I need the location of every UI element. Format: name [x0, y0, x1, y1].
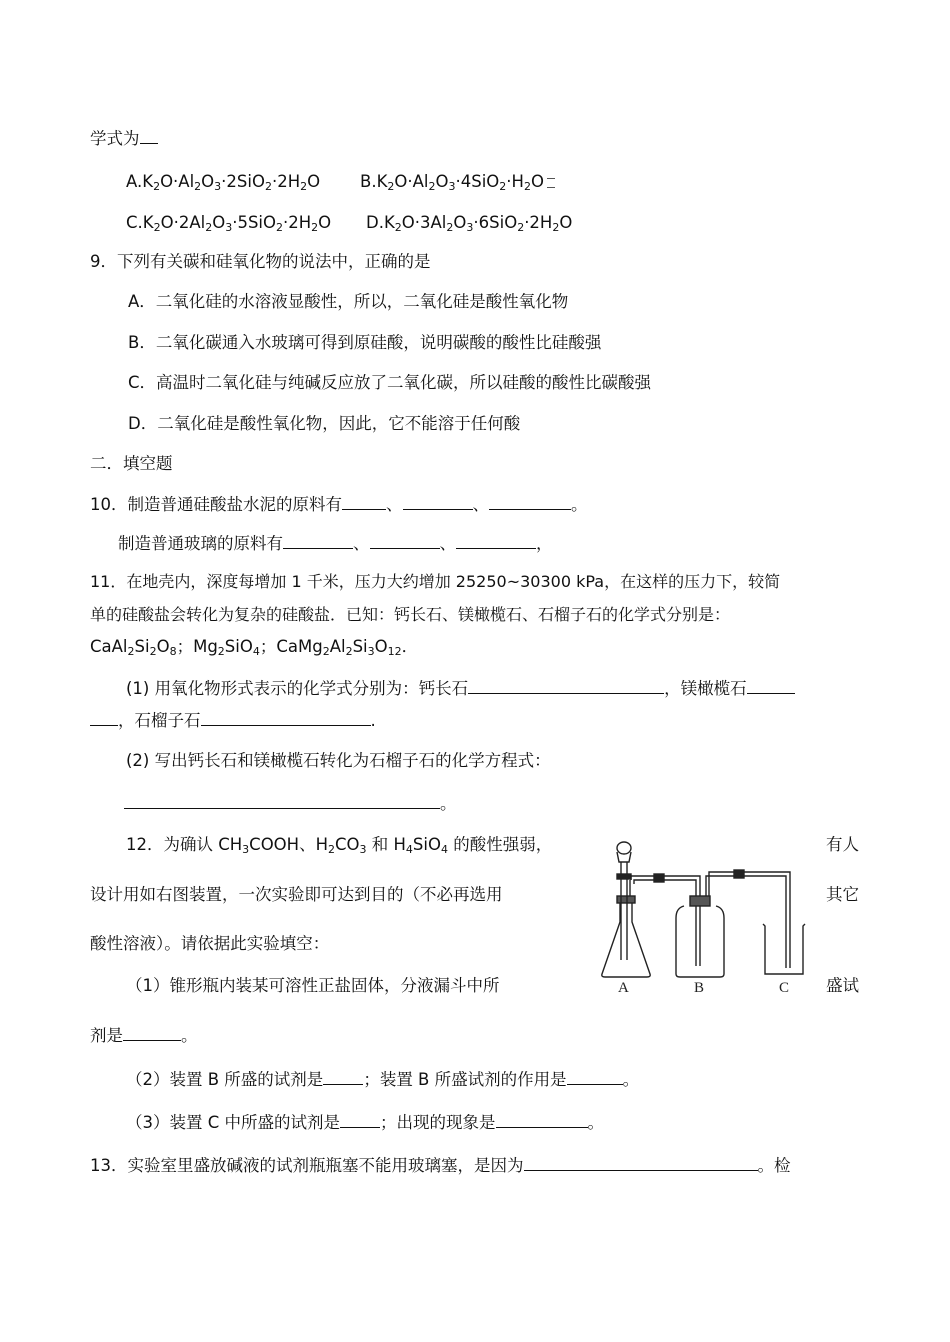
q12-line1-left: 12．为确认 $CH_3COOH$、$H_2CO_3$ 和 $H_4SiO_4$ 的酸性强弱， [126, 835, 553, 856]
connecting-tube-bc [706, 870, 790, 968]
q12-line4-left: （1）锥形瓶内装某可溶性正盐固体，分液漏斗中所 [126, 976, 500, 995]
q9-stem: 9．下列有关碳和硅氧化物的说法中，正确的是 [90, 252, 431, 271]
answer-blank[interactable] [340, 1111, 380, 1128]
q10-line1: 10．制造普通硅酸盐水泥的原料有 、 、 。 [90, 495, 588, 514]
label-c: C [779, 980, 790, 996]
q11-part1-line2: ，石榴子石 . [90, 709, 376, 732]
q13-line: 13．实验室里盛放碱液的试剂瓶瓶塞不能用玻璃塞，是因为 。检 [90, 1156, 791, 1175]
q11-part2: (2) 写出钙长石和镁橄榄石转化为石榴子石的化学方程式： [126, 751, 551, 770]
beaker-c [763, 924, 805, 974]
q12-line2-left: 设计用如右图装置，一次实验即可达到目的（不必再选用 [90, 885, 503, 904]
q11-part2-answer: 。 [124, 792, 457, 815]
answer-blank[interactable] [489, 493, 571, 510]
q12-line6: （2）装置 B 所盛的试剂是 ；装置 B 所盛试剂的作用是 。 [126, 1070, 640, 1089]
q11-part1-line1: (1) 用氧化物形式表示的化学式分别为：钙长石 ，镁橄榄石 [126, 677, 795, 700]
q11-line2: 单的硅酸盐会转化为复杂的硅酸盐．已知：钙长石、镁橄榄石、石榴子石的化学式分别是： [90, 605, 731, 624]
section-heading: 二．填空题 [90, 454, 173, 473]
q10-line2: 制造普通玻璃的原料有 、 、 ， [118, 534, 553, 553]
q11-formulas: $CaAl_2Si_2O_8$；$Mg_2SiO_4$；$CaMg_2Al_2Si_3O_{12}$． [90, 637, 419, 658]
line-text: 学式为 [90, 129, 140, 148]
answer-blank[interactable] [283, 532, 353, 549]
option-b: $B.K_2O\cdot Al_2O_3\cdot 4SiO_2\cdot H_2O$ [360, 171, 555, 193]
answer-blank[interactable] [342, 493, 386, 510]
answer-blank[interactable] [747, 677, 795, 694]
option-d: $D.K_2O\cdot 3Al_2O_3\cdot 6SiO_2\cdot 2H_2O$ [366, 213, 573, 234]
answer-blank[interactable] [468, 677, 664, 694]
q12-line1-right: 有人 [826, 835, 859, 854]
label-b: B [694, 980, 705, 996]
answer-blank[interactable] [496, 1111, 588, 1128]
q12-line4-right: 盛试 [826, 976, 859, 995]
connecting-tube-ab [631, 874, 700, 896]
answer-blank[interactable] [567, 1068, 623, 1085]
q12-line7: （3）装置 C 中所盛的试剂是 ；出现的现象是 。 [126, 1113, 605, 1132]
q11-line1: 11．在地壳内，深度每增加 1 千米，压力大约增加 25250~30300 kPa，在这样的压力下，较简 [90, 572, 781, 591]
option-a: $A.K_2O\cdot Al_2O_3\cdot 2SiO_2\cdot 2H_2O$ [126, 172, 321, 193]
q9-option-b: B．二氧化碳通入水玻璃可得到原硅酸，说明碳酸的酸性比硅酸强 [128, 333, 602, 352]
q12-line3: 酸性溶液）。请依据此实验填空： [90, 934, 330, 953]
option-c: $C.K_2O\cdot 2Al_2O_3\cdot 5SiO_2\cdot 2H_2O$ [126, 213, 332, 234]
answer-blank[interactable] [201, 709, 371, 726]
answer-blank[interactable] [370, 532, 440, 549]
q9-option-d: D．二氧化硅是酸性氧化物，因此，它不能溶于任何酸 [128, 414, 521, 433]
q12-line2-right: 其它 [826, 885, 859, 904]
conical-flask-a [602, 842, 650, 977]
answer-blank[interactable] [456, 532, 536, 549]
answer-blank[interactable] [323, 1068, 363, 1085]
q12-line5: 剂是 。 [90, 1026, 198, 1045]
answer-blank[interactable] [123, 1024, 181, 1041]
answer-blank[interactable] [124, 792, 440, 809]
q9-option-c: C．高温时二氧化硅与纯碱反应放了二氧化碳，所以硅酸的酸性比碳酸强 [128, 373, 652, 392]
answer-blank[interactable] [90, 709, 118, 726]
answer-blank[interactable] [524, 1154, 758, 1171]
continued-line [90, 127, 158, 150]
label-a: A [618, 980, 629, 996]
answer-blank[interactable] [403, 493, 473, 510]
q9-option-a: A．二氧化硅的水溶液显酸性，所以，二氧化硅是酸性氧化物 [128, 292, 569, 311]
equals-mark-icon [547, 178, 555, 188]
apparatus-diagram [596, 836, 808, 998]
answer-blank[interactable] [140, 127, 158, 144]
